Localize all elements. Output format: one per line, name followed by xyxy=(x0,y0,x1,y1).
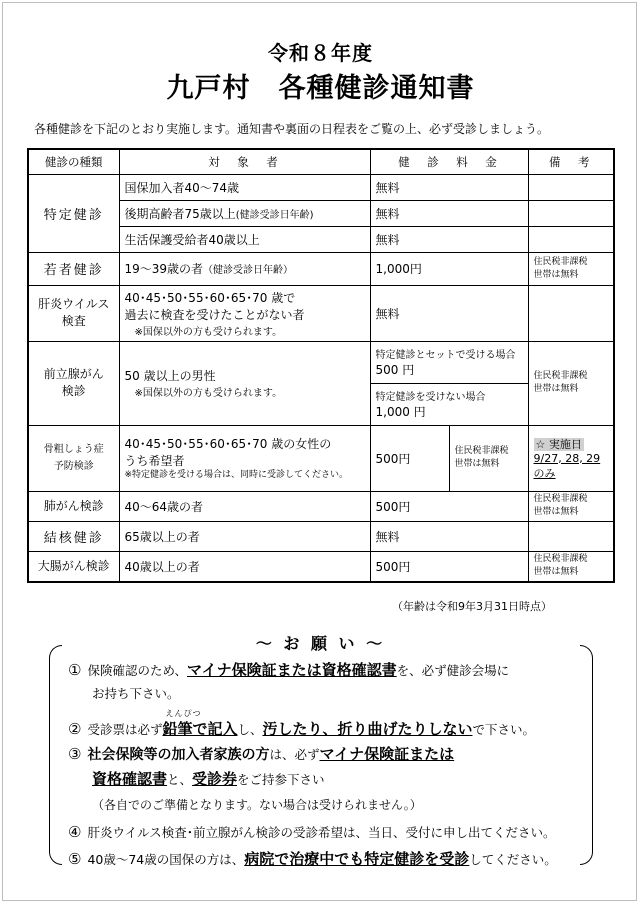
left-bracket xyxy=(49,645,62,865)
target-cell: 40歳以上の者 xyxy=(119,551,370,582)
target-cell xyxy=(119,252,370,285)
type-kotsu xyxy=(28,425,119,491)
fee-label: 特定健診を受けない場合 xyxy=(375,392,486,403)
target-text: 後期高齢者75歳以上 xyxy=(124,206,236,221)
table-row xyxy=(28,521,614,551)
fee-cell: 無料 xyxy=(370,285,528,341)
checkup-table xyxy=(27,148,615,583)
request-number: ⑤ xyxy=(68,850,82,868)
note-cell xyxy=(528,200,614,226)
request-text: 保険確認のため、 xyxy=(87,663,187,678)
note-line: 世帯は無料 xyxy=(533,384,579,394)
fee-cell: 無料 xyxy=(370,200,528,226)
note-line: 住民税非課税 xyxy=(454,446,509,456)
table-row xyxy=(28,285,614,341)
table-row xyxy=(28,425,614,491)
request-number: ③ xyxy=(68,745,82,763)
type-line: 予防検診 xyxy=(53,461,94,472)
target-cell: 65歳以上の者 xyxy=(119,521,370,551)
request-emphasis: 鉛筆で記入 xyxy=(162,720,238,738)
target-text: 19～39歳の者 xyxy=(124,262,204,276)
fee-cell: 無料 xyxy=(370,521,528,551)
table-row xyxy=(28,341,614,383)
request-text: で下さい。 xyxy=(472,722,536,737)
type-kanen xyxy=(28,285,119,341)
request-emphasis: 病院で治療中でも特定健診を受診 xyxy=(244,850,470,868)
fee-note-cell xyxy=(449,425,528,491)
target-cell xyxy=(119,425,370,491)
request-emphasis: マイナ保険証または xyxy=(319,745,455,763)
fee-cell xyxy=(370,341,528,383)
note-line: 世帯は無料 xyxy=(533,269,579,280)
target-line: 過去に検査を受けたことがない者 xyxy=(124,307,305,322)
fee-cell: 無料 xyxy=(370,174,528,200)
request-emphasis: 社会保険等の加入者家族の方 xyxy=(87,747,270,763)
note-cell xyxy=(528,285,614,341)
target-line: 50 歳以上の男性 xyxy=(124,369,216,383)
target-note: （健診受診日年齢） xyxy=(203,265,294,276)
request-emphasis: 資格確認書 xyxy=(92,770,168,788)
type-line: 肝炎ウイルス xyxy=(38,297,110,311)
table-header-row xyxy=(28,149,614,174)
note-cell xyxy=(528,425,614,491)
request-text: 40歳～74歳の国保の方は、 xyxy=(87,852,245,867)
note-cell xyxy=(528,551,614,582)
target-cell: 40～64歳の者 xyxy=(119,491,370,521)
request-text: をご持参下さい xyxy=(237,772,325,787)
intro-text: 各種健診を下記のとおり実施します。通知書や裏面の日程表をご覧の上、必ず受診しましょう。 xyxy=(34,122,550,136)
request-text: してください。 xyxy=(469,852,557,867)
ruby-text: えんぴつ xyxy=(165,709,202,718)
type-jakusha: 若者健診 xyxy=(28,252,119,285)
note-line: 住民税非課税 xyxy=(533,554,588,565)
type-hai: 肺がん検診 xyxy=(28,491,119,521)
type-line: 骨粗しょう症 xyxy=(43,444,104,455)
request-text: 肝炎ウイルス検査･前立腺がん検診の受診希望は、当日、受付に申し出てください。 xyxy=(87,825,556,840)
target-cell xyxy=(119,200,370,226)
fee-cell: 500円 xyxy=(370,425,449,491)
target-note: (健診受診日年齢) xyxy=(235,209,314,221)
note-cell xyxy=(528,174,614,200)
request-number: ① xyxy=(68,661,82,679)
fee-cell: 500円 xyxy=(370,551,528,582)
note-cell xyxy=(528,491,614,521)
table-row xyxy=(28,551,614,582)
note-line: 住民税非課税 xyxy=(533,371,588,381)
col-fee: 健 診 料 金 xyxy=(370,149,528,174)
note-line: 住民税非課税 xyxy=(533,256,588,267)
request-text: し、 xyxy=(237,722,263,737)
target-note: ※国保以外の方も受けられます。 xyxy=(134,326,283,338)
target-cell xyxy=(119,285,370,341)
note-cell xyxy=(528,521,614,551)
fee-value: 500 円 xyxy=(375,363,415,377)
requests-title: ～ お 願 い ～ xyxy=(255,634,386,653)
type-zenritsu xyxy=(28,341,119,425)
note-cell xyxy=(528,226,614,252)
table-row xyxy=(28,174,614,200)
request-3 xyxy=(68,743,454,764)
type-line: 検診 xyxy=(61,384,86,398)
fee-label: 特定健診とセットで受ける場合 xyxy=(375,350,516,361)
request-number: ④ xyxy=(68,823,82,841)
note-line: 住民税非課税 xyxy=(533,494,588,504)
page-title: 九戸村 各種健診通知書 xyxy=(166,73,475,104)
ruby-group xyxy=(162,709,238,739)
request-emphasis: 汚したり、折り曲げたりしない xyxy=(262,720,473,738)
request-3-line3: （各自でのご準備となります。ない場合は受けられません。） xyxy=(92,798,422,812)
fee-cell xyxy=(370,383,528,425)
target-cell xyxy=(119,341,370,425)
request-text: 受診票は必ず xyxy=(87,722,163,737)
note-line: 世帯は無料 xyxy=(533,507,579,517)
target-cell: 国保加入者40～74歳 xyxy=(119,174,370,200)
fee-value: 1,000 円 xyxy=(375,405,426,419)
request-4 xyxy=(68,823,555,841)
table-row xyxy=(28,252,614,285)
type-line: 検査 xyxy=(61,314,86,328)
star-icon xyxy=(534,438,584,451)
note-cell xyxy=(528,341,614,425)
col-note: 備 考 xyxy=(528,149,614,174)
star-char: ☆ xyxy=(535,437,546,451)
table-row xyxy=(28,491,614,521)
date-line: 9/27, 28, 29 xyxy=(533,451,601,465)
type-line: 前立腺がん xyxy=(43,367,104,381)
col-target: 対 象 者 xyxy=(119,149,370,174)
target-note: ※特定健診を受ける場合は、同時に受診してください。 xyxy=(124,469,349,480)
col-type: 健診の種類 xyxy=(28,149,119,174)
target-line: 40･45･50･55･60･65･70 歳の女性の xyxy=(124,436,332,451)
request-text: は、必ず xyxy=(269,747,320,762)
target-note: ※国保以外の方も受けられます。 xyxy=(134,388,283,399)
request-emphasis: マイナ保険証または資格確認書 xyxy=(186,661,397,679)
date-label: 実施日 xyxy=(548,437,582,451)
note-line: 世帯は無料 xyxy=(533,567,579,578)
date-line: のみ xyxy=(533,466,556,480)
request-1 xyxy=(68,659,509,680)
title-year: 令和８年度 xyxy=(268,41,373,65)
type-tokutei: 特定健診 xyxy=(28,174,119,252)
date-label-line xyxy=(534,436,609,452)
request-5 xyxy=(68,848,557,869)
type-kekkaku: 結核健診 xyxy=(28,521,119,551)
request-3-line2 xyxy=(92,768,325,789)
request-1-line2: お持ち下さい。 xyxy=(92,686,180,701)
target-line: うち希望者 xyxy=(124,453,185,468)
fee-cell: 500円 xyxy=(370,491,528,521)
request-emphasis: 受診券 xyxy=(192,770,238,788)
age-basis-note: （年齢は令和9年3月31日時点） xyxy=(392,600,552,613)
right-bracket xyxy=(580,645,593,865)
target-line: 40･45･50･55･60･65･70 歳で xyxy=(124,290,296,305)
type-daicho: 大腸がん検診 xyxy=(28,551,119,582)
request-2 xyxy=(68,709,536,739)
target-cell: 生活保護受給者40歳以上 xyxy=(119,226,370,252)
fee-cell: 1,000円 xyxy=(370,252,528,285)
fee-cell: 無料 xyxy=(370,226,528,252)
request-number: ② xyxy=(68,720,82,738)
note-cell xyxy=(528,252,614,285)
note-line: 世帯は無料 xyxy=(454,459,500,469)
request-text: と、 xyxy=(167,772,193,787)
request-text: を、必ず健診会場に xyxy=(396,663,510,678)
